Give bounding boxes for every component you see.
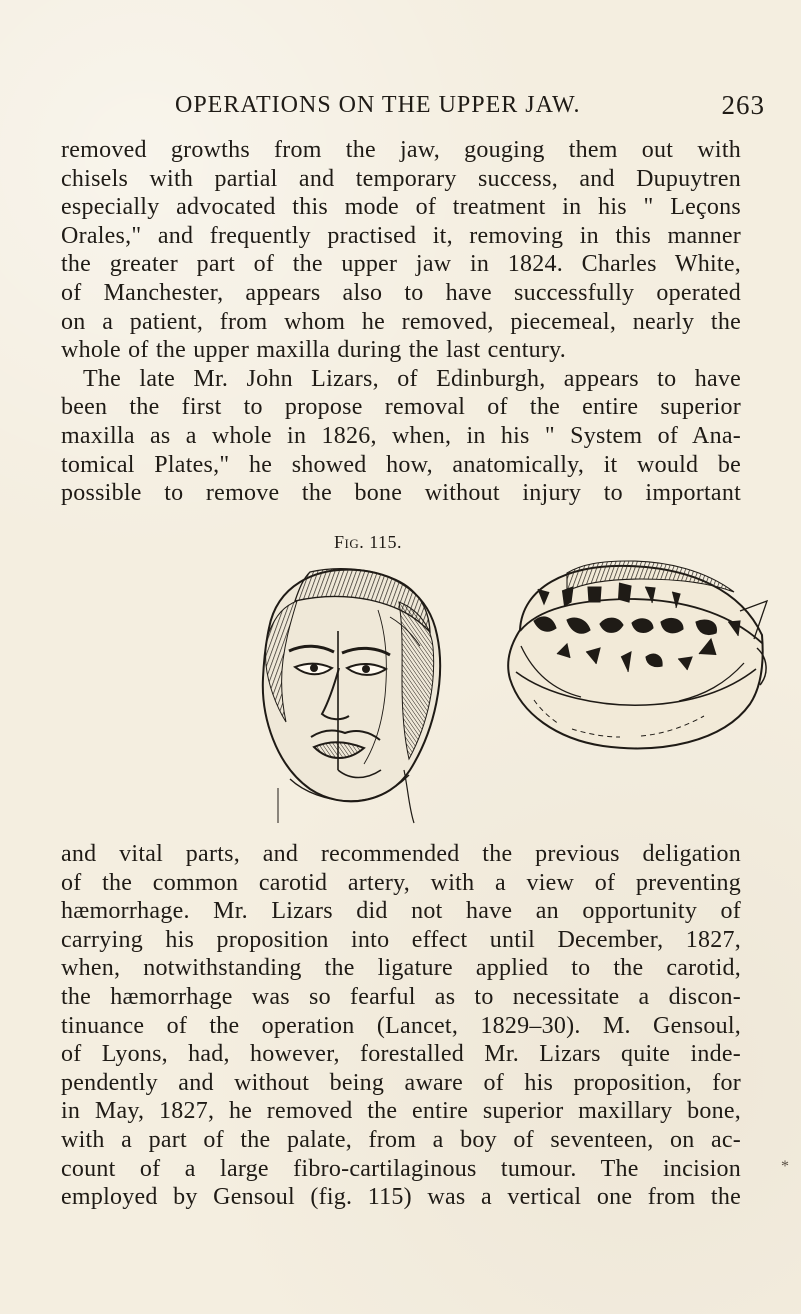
paragraph-line: count of a large fibro-cartilaginous tumour. The incision [61, 1155, 741, 1182]
paragraph-line: when, notwithstanding the ligature applied to the carotid, [61, 955, 741, 982]
paragraph-line: and vital parts, and recommended the previous deligation [61, 841, 741, 867]
margin-mark: * [781, 1158, 789, 1175]
running-title: OPERATIONS ON THE UPPER JAW. [175, 92, 581, 118]
paragraph-line: Orales," and frequently practised it, removing in this manner [61, 222, 741, 249]
face-profile-icon [263, 569, 440, 823]
running-header [175, 88, 765, 122]
figure-115 [238, 556, 798, 828]
paragraph-line: whole of the upper maxilla during the last century. [61, 337, 567, 364]
paragraph-line: the greater part of the upper jaw in 1824. Charles White, [61, 251, 741, 278]
paragraph-line: employed by Gensoul (fig. 115) was a vertical one from the [61, 1184, 741, 1211]
paragraph-line: possible to remove the bone without injury to important [61, 480, 741, 507]
paragraph-line: on a patient, from whom he removed, piecemeal, nearly the [61, 308, 741, 335]
paragraph-line: carrying his proposition into effect until December, 1827, [61, 926, 741, 953]
paragraph-line: removed growths from the jaw, gouging them out with [61, 137, 741, 163]
paragraph-line: especially advocated this mode of treatment in his " Leçons [61, 194, 741, 221]
paragraph-line: of the common carotid artery, with a view of preventing [61, 869, 741, 896]
paragraph-line: hæmorrhage. Mr. Lizars did not have an opportunity of [61, 898, 741, 925]
paragraph-line: been the first to propose removal of the entire superior [61, 394, 741, 421]
body-paragraph-block-2 [61, 840, 741, 1212]
figure-illustration [238, 556, 798, 828]
body-paragraph-block-1 [61, 136, 741, 508]
paragraph-line: the hæmorrhage was so fearful as to necessitate a discon- [61, 983, 741, 1010]
paragraph-line: pendently and without being aware of his proposition, for [61, 1069, 741, 1096]
paragraph-line: The late Mr. John Lizars, of Edinburgh, appears to have [83, 365, 741, 392]
paragraph-line: with a part of the palate, from a boy of seventeen, on ac- [61, 1126, 741, 1153]
paragraph-line: tinuance of the operation (Lancet, 1829–30). M. Gensoul, [61, 1012, 741, 1039]
paragraph-line: of Manchester, appears also to have successfully operated [61, 279, 741, 306]
paragraph-line: maxilla as a whole in 1826, when, in his " System of Ana- [61, 422, 741, 449]
page-number: 263 [721, 90, 765, 120]
maxilla-bone-icon [508, 561, 767, 748]
paragraph-line: of Lyons, had, however, forestalled Mr. Lizars quite inde- [61, 1041, 741, 1068]
figure-caption: Fig. 115. [334, 532, 403, 552]
paragraph-line: chisels with partial and temporary success, and Dupuytren [61, 165, 741, 192]
paragraph-line: tomical Plates," he showed how, anatomically, it would be [61, 451, 741, 478]
paragraph-line: in May, 1827, he removed the entire superior maxillary bone, [61, 1098, 741, 1125]
